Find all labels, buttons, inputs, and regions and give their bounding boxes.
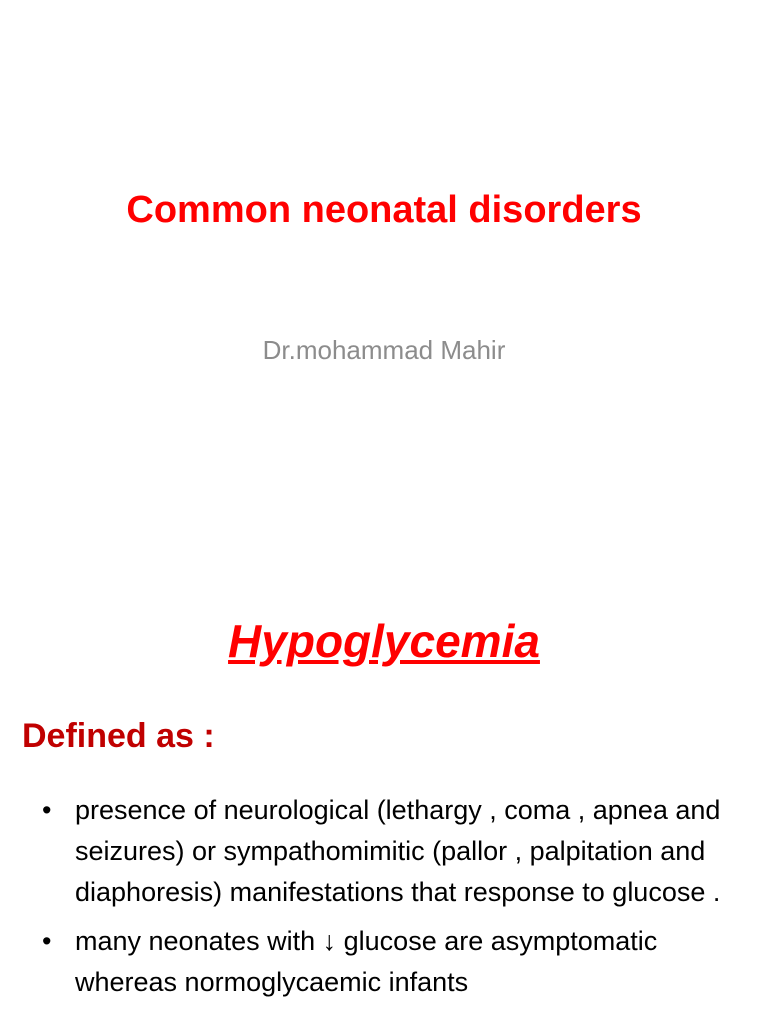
bullet-text: many neonates with ↓ glucose are asymptomatic whereas normoglycaemic infants (75, 926, 658, 997)
definition-heading: Defined as : (22, 717, 215, 755)
slide-heading-hypoglycemia: Hypoglycemia (228, 615, 540, 667)
list-item (0, 790, 768, 913)
bullet-text: presence of neurological (lethargy , coma , apnea and seizures) or sympathomimitic (pallor , palpitation and diaphoresis) manifestations that response to glucose . (75, 795, 721, 907)
slide-author: Dr.mohammad Mahir (262, 335, 506, 365)
bullet-icon: • (42, 926, 52, 956)
list-item (0, 921, 768, 1003)
content-slide (0, 576, 768, 1024)
definition-list (0, 790, 768, 1011)
bullet-icon: • (42, 795, 52, 825)
slide-title: Common neonatal disorders (126, 189, 642, 231)
